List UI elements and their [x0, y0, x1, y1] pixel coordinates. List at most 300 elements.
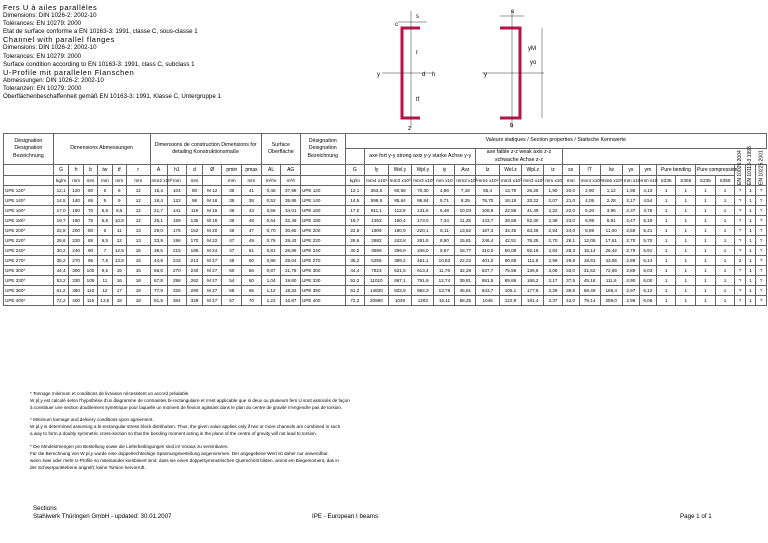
- table-cell: 0,52: [261, 196, 281, 206]
- table-cell: 28,58: [499, 216, 521, 226]
- table-cell: 1: [696, 276, 716, 286]
- table-cell: 15: [126, 246, 150, 256]
- table-cell: 50,08: [499, 246, 521, 256]
- table-cell: 11: [112, 226, 126, 236]
- table-cell: 1: [676, 256, 696, 266]
- table-cell: 11,25: [455, 216, 476, 226]
- table-cell: 8,89: [579, 226, 600, 236]
- table-cell: 19,91: [579, 256, 600, 266]
- table-cell: 1: [676, 266, 696, 276]
- table-cell: 105,1: [499, 286, 521, 296]
- table-cell: 18,32: [281, 286, 301, 296]
- table-cell: 1263: [412, 296, 434, 306]
- table-cell: ?: [756, 186, 767, 196]
- table-cell: 44,4: [53, 266, 69, 276]
- table-cell: 173,0: [412, 216, 434, 226]
- table-cell: 1: [696, 196, 716, 206]
- table-cell: 159: [167, 216, 187, 226]
- designation-cell: UPE 270: [301, 256, 345, 266]
- table-cell: 18: [126, 296, 150, 306]
- table-cell: 67,8: [150, 276, 167, 286]
- table-cell: 2,28: [600, 196, 622, 206]
- table-cell: 11,76: [434, 266, 455, 276]
- table-cell: 38: [242, 196, 262, 206]
- table-cell: 65: [242, 286, 262, 296]
- table-cell: 32,49: [281, 216, 301, 226]
- table-cell: 328: [187, 296, 203, 306]
- unit: S235: [656, 176, 676, 186]
- table-cell: 47: [222, 236, 242, 246]
- table-cell: 49: [242, 236, 262, 246]
- table-cell: 1909: [365, 226, 389, 236]
- table-cell: ?: [756, 266, 767, 276]
- table-cell: 4,54: [639, 196, 656, 206]
- table-cell: 6,06: [639, 296, 656, 306]
- designation-cell: UPE 120: [301, 186, 345, 196]
- table-cell: M 16: [202, 196, 222, 206]
- table-cell: 1: [676, 246, 696, 256]
- header-line: Toleranzen: EN 10279: 2000: [3, 84, 82, 92]
- norm-header: EN 10113-3:1993: [745, 165, 755, 186]
- table-cell: 1: [745, 236, 755, 246]
- table-cell: 50: [242, 256, 262, 266]
- table-cell: 5,5: [98, 216, 112, 226]
- table-cell: 243: [167, 256, 187, 266]
- table-cell: 178: [167, 226, 187, 236]
- table-cell: 5,71: [434, 196, 455, 206]
- pure-bending-header: Pure bending: [656, 165, 695, 176]
- unit: mm6 x10⁹: [600, 176, 622, 186]
- table-cell: 259,0: [600, 296, 622, 306]
- unit: mm x10: [639, 176, 656, 186]
- table-cell: 78,25: [522, 236, 544, 246]
- table-cell: 2,22: [544, 206, 562, 216]
- table-cell: ?: [756, 226, 767, 236]
- unit: mm: [126, 176, 150, 186]
- designation-cell: UPE 330: [301, 276, 345, 286]
- drawing-label-c: c: [395, 22, 398, 28]
- header-line: Abmessungen: DIN 1026-2: 2002-10: [3, 76, 104, 84]
- table-cell: 100: [83, 266, 97, 276]
- table-cell: 2,89: [622, 256, 639, 266]
- table-cell: 2,79: [622, 246, 639, 256]
- footer-title: IPE - European I beams: [312, 513, 379, 520]
- unit: mm: [167, 176, 187, 186]
- table-cell: 80: [83, 226, 97, 236]
- table-cell: 6,00: [639, 276, 656, 286]
- table-cell: 1: [656, 266, 676, 276]
- table-cell: 60: [242, 276, 262, 286]
- norm-header: EN 10025:2004: [735, 165, 745, 186]
- table-cell: 270: [69, 256, 83, 266]
- table-cell: 196: [167, 236, 187, 246]
- table-cell: 53,2: [53, 276, 69, 286]
- table-cell: 12: [126, 216, 150, 226]
- unit: mm3 x10³: [388, 176, 412, 186]
- table-cell: 12: [126, 206, 150, 216]
- table-cell: 2,54: [544, 226, 562, 236]
- table-cell: 1: [656, 196, 676, 206]
- table-cell: 2,90: [622, 276, 639, 286]
- table-cell: 1: [745, 296, 755, 306]
- header-line: Surface condition according to EN 10163-3: 1991, class C, subclass 1: [3, 60, 195, 68]
- table-cell: 25,04: [281, 256, 301, 266]
- table-cell: 1: [696, 296, 716, 306]
- unit: kg/m: [345, 176, 365, 186]
- table-cell: 2,70: [622, 236, 639, 246]
- designation-cell: UPE 220: [301, 236, 345, 246]
- table-cell: 6,48: [434, 206, 455, 216]
- table-cell: 12: [126, 186, 150, 196]
- table-cell: 35,95: [281, 196, 301, 206]
- table-cell: ?: [756, 236, 767, 246]
- table-cell: 243,8: [388, 236, 412, 246]
- designation-cell: UPE 270*: [4, 256, 54, 266]
- table-cell: ?: [735, 276, 745, 286]
- table-cell: 12: [126, 196, 150, 206]
- unit: kg/m: [53, 176, 69, 186]
- table-cell: 72,66: [600, 266, 622, 276]
- table-cell: 24,0: [562, 226, 579, 236]
- table-cell: 1: [745, 216, 755, 226]
- table-cell: M 27: [202, 296, 222, 306]
- table-cell: M 16: [202, 206, 222, 216]
- table-cell: 177,8: [522, 286, 544, 296]
- sym: tf: [112, 165, 126, 176]
- table-cell: 98: [187, 196, 203, 206]
- table-cell: 70,30: [412, 186, 434, 196]
- table-cell: 80: [187, 186, 203, 196]
- table-row: [4, 266, 767, 276]
- table-cell: 5255: [365, 256, 389, 266]
- table-cell: 220: [69, 236, 83, 246]
- table-cell: 61,2: [53, 286, 69, 296]
- table-cell: 22,0: [562, 206, 579, 216]
- designation-cell: UPE 200: [301, 226, 345, 236]
- table-cell: 12,5: [112, 246, 126, 256]
- table-cell: 113,9: [388, 206, 412, 216]
- table-cell: 30,65: [281, 226, 301, 236]
- table-cell: 8,25: [455, 196, 476, 206]
- table-cell: 2,39: [544, 216, 562, 226]
- table-cell: 1: [656, 216, 676, 226]
- table-cell: 1: [656, 286, 676, 296]
- table-cell: 111,8: [522, 256, 544, 266]
- table-cell: 1: [656, 256, 676, 266]
- drawing-label-r: r: [416, 50, 418, 56]
- table-cell: 1: [696, 226, 716, 236]
- sym: pmin: [222, 165, 242, 176]
- table-cell: M 27: [202, 266, 222, 276]
- table-cell: 3599: [365, 246, 389, 256]
- table-cell: 8,11: [434, 226, 455, 236]
- table-cell: ?: [735, 196, 745, 206]
- table-cell: 16,87: [281, 296, 301, 306]
- table-cell: 1: [745, 276, 755, 286]
- table-cell: M 12: [202, 186, 222, 196]
- table-cell: 29,0: [150, 226, 167, 236]
- table-cell: 13,79: [434, 286, 455, 296]
- table-cell: 400: [69, 296, 83, 306]
- table-cell: M 20: [202, 226, 222, 236]
- table-cell: 9,5: [112, 206, 126, 216]
- table-cell: 1: [676, 226, 696, 236]
- sym: Wel.y: [388, 165, 412, 176]
- table-cell: 45,18: [579, 276, 600, 286]
- table-cell: 599,5: [365, 196, 389, 206]
- table-cell: 15: [126, 266, 150, 276]
- sym: Iy: [365, 165, 389, 176]
- unit: mm2 x10²: [150, 176, 167, 186]
- table-cell: 26,1: [562, 236, 579, 246]
- table-cell: 170: [187, 236, 203, 246]
- table-cell: 42,51: [499, 236, 521, 246]
- table-cell: 15: [126, 256, 150, 266]
- table-cell: 116: [187, 206, 203, 216]
- table-cell: 521,5: [388, 266, 412, 276]
- footer-page-number: Page 1 of 1: [680, 513, 712, 520]
- table-cell: 22,58: [499, 206, 521, 216]
- designation-cell: UPE 180*: [4, 216, 54, 226]
- table-cell: 35,2: [345, 256, 365, 266]
- table-cell: 1: [715, 246, 735, 256]
- table-cell: 843,7: [476, 286, 500, 296]
- table-cell: 122,9: [499, 296, 521, 306]
- header-line: Dimensions: DIN 1026-2: 2002-10: [3, 44, 97, 52]
- table-cell: 50: [222, 266, 242, 276]
- table-cell: 1: [696, 246, 716, 256]
- table-cell: 389,2: [388, 256, 412, 266]
- drawing-label-e: e: [511, 9, 515, 15]
- header-line: U-Profile mit parallelen Flanschen: [3, 67, 135, 77]
- table-cell: 7,5: [98, 256, 112, 266]
- table-cell: 281,5: [412, 236, 434, 246]
- table-cell: 4,76: [639, 206, 656, 216]
- table-row: [4, 216, 767, 226]
- table-cell: 78,70: [476, 196, 500, 206]
- table-cell: 1: [656, 276, 676, 286]
- table-cell: 1: [656, 186, 676, 196]
- table-cell: 7,18: [455, 186, 476, 196]
- table-cell: M 22: [202, 236, 222, 246]
- table-cell: M 27: [202, 286, 222, 296]
- table-cell: 364: [167, 296, 187, 306]
- table-cell: 3,08: [544, 266, 562, 276]
- table-cell: 60: [83, 186, 97, 196]
- table-cell: 28,43: [281, 236, 301, 246]
- table-cell: 39,81: [455, 276, 476, 286]
- table-cell: 1: [676, 206, 696, 216]
- table-cell: 1,04: [261, 276, 281, 286]
- table-cell: 14830: [365, 286, 389, 296]
- table-row: [4, 286, 767, 296]
- table-cell: ?: [735, 226, 745, 236]
- table-cell: 330: [69, 276, 83, 286]
- table-cell: 0,88: [261, 256, 281, 266]
- table-cell: 1353: [365, 216, 389, 226]
- table-cell: 25,26: [522, 186, 544, 196]
- table-cell: 823,8: [388, 286, 412, 296]
- designation-cell: UPE 160*: [4, 206, 54, 216]
- designation-cell: UPE 330*: [4, 276, 54, 286]
- table-cell: 2,89: [622, 266, 639, 276]
- table-cell: 18,19: [499, 196, 521, 206]
- table-cell: 166,4: [600, 286, 622, 296]
- table-cell: ?: [756, 216, 767, 226]
- table-cell: 115: [83, 296, 97, 306]
- designation-cell: UPE 240*: [4, 246, 54, 256]
- table-cell: 262: [187, 276, 203, 286]
- table-cell: 37,98: [281, 186, 301, 196]
- table-cell: 5: [98, 196, 112, 206]
- table-cell: 38,5: [150, 246, 167, 256]
- table-cell: 47: [222, 246, 242, 256]
- table-cell: 19,60: [281, 276, 301, 286]
- table-cell: 22,8: [53, 226, 69, 236]
- sym: Wpl.z: [522, 165, 544, 176]
- table-cell: ?: [756, 246, 767, 256]
- table-cell: 140: [69, 196, 83, 206]
- table-cell: 22,8: [345, 226, 365, 236]
- sym: ys: [622, 165, 639, 176]
- table-cell: 15,4: [150, 186, 167, 196]
- unit: m²/m: [261, 176, 281, 186]
- table-cell: M 27: [202, 276, 222, 286]
- table-cell: 85,64: [388, 196, 412, 206]
- table-cell: 90: [83, 246, 97, 256]
- table-cell: 43: [242, 206, 262, 216]
- table-cell: 613,4: [412, 266, 434, 276]
- table-cell: 21,0: [562, 196, 579, 206]
- table-cell: 299,9: [388, 246, 412, 256]
- table-cell: 23,0: [562, 216, 579, 226]
- table-cell: 36: [222, 206, 242, 216]
- table-cell: 110: [83, 286, 97, 296]
- table-cell: 6,81: [600, 216, 622, 226]
- table-cell: 15,81: [455, 236, 476, 246]
- table-cell: 1: [696, 206, 716, 216]
- drawing-label-y2: y: [484, 72, 487, 78]
- table-cell: 2,07: [544, 196, 562, 206]
- table-row: [4, 186, 767, 196]
- table-cell: 2,56: [622, 226, 639, 236]
- table-cell: 51: [242, 246, 262, 256]
- table-cell: 1: [715, 266, 735, 276]
- table-cell: 17,0: [53, 206, 69, 216]
- table-cell: 44,4: [345, 266, 365, 276]
- table-cell: 6,99: [579, 216, 600, 226]
- table-cell: ?: [735, 266, 745, 276]
- unit: mm: [112, 176, 126, 186]
- table-cell: 30,2: [53, 246, 69, 256]
- table-cell: 33,0: [562, 266, 579, 276]
- table-cell: 17,0: [345, 206, 365, 216]
- table-cell: 15,11: [434, 296, 455, 306]
- unit: [202, 176, 222, 186]
- table-cell: 5,20: [579, 206, 600, 216]
- table-cell: 41,49: [522, 206, 544, 216]
- table-cell: 6,12: [639, 286, 656, 296]
- table-cell: 26,6: [345, 236, 365, 246]
- table-cell: 1: [696, 286, 716, 296]
- table-cell: 45,81: [455, 286, 476, 296]
- table-cell: 29,8: [562, 256, 579, 266]
- table-cell: 2,47: [622, 216, 639, 226]
- table-cell: 13: [126, 226, 150, 236]
- table-cell: 35,2: [53, 256, 69, 266]
- table-cell: 89,66: [499, 276, 521, 286]
- table-cell: 200: [69, 226, 83, 236]
- unit: mm3 x10³: [499, 176, 521, 186]
- table-cell: 1: [745, 256, 755, 266]
- table-cell: 1,22: [261, 296, 281, 306]
- table-cell: 35: [222, 186, 242, 196]
- table-cell: 1: [715, 216, 735, 226]
- table-cell: 77,9: [150, 286, 167, 296]
- table-cell: 135: [187, 216, 203, 226]
- unit: mm: [562, 176, 579, 186]
- footer-sections-link[interactable]: Sections: [33, 505, 57, 512]
- table-cell: 290: [187, 286, 203, 296]
- section-properties-table: [3, 133, 767, 306]
- table-cell: 36: [222, 216, 242, 226]
- table-cell: 53,2: [345, 276, 365, 286]
- table-cell: 1: [656, 246, 676, 256]
- sym: b: [83, 165, 97, 176]
- sym: h: [69, 165, 83, 176]
- table-cell: 19,7: [53, 216, 69, 226]
- unit: mm3 x10³: [522, 176, 544, 186]
- col-group-dimensions: Dimensions Abmessungen: [53, 134, 150, 165]
- table-cell: 111,6: [600, 276, 622, 286]
- table-cell: 2,70: [544, 236, 562, 246]
- designation-cell: UPE 240: [301, 246, 345, 256]
- table-cell: 1: [676, 286, 696, 296]
- table-cell: 12,1: [345, 186, 365, 196]
- footer-company: Stahlwerk Thüringen GmbH - updated: 30.01.2007: [33, 513, 172, 520]
- sym: Wpl.y: [412, 165, 434, 176]
- designation-cell: UPE 400*: [4, 296, 54, 306]
- table-cell: 1,90: [544, 186, 562, 196]
- table-cell: 1: [676, 236, 696, 246]
- table-cell: 1: [745, 246, 755, 256]
- table-cell: 70: [242, 296, 262, 306]
- table-cell: 180: [69, 216, 83, 226]
- sym: A: [150, 165, 167, 176]
- table-cell: 270: [167, 266, 187, 276]
- table-cell: 1: [676, 276, 696, 286]
- footer-left: [33, 505, 172, 521]
- table-cell: 26,42: [600, 246, 622, 256]
- table-cell: 12,05: [579, 236, 600, 246]
- table-cell: 18: [126, 286, 150, 296]
- table-cell: 1: [715, 256, 735, 266]
- table-cell: 55: [222, 286, 242, 296]
- designation-cell: UPE 180: [301, 216, 345, 226]
- table-cell: 1: [745, 206, 755, 216]
- table-cell: 5,91: [639, 246, 656, 256]
- col-group-designation: Désignation Designation Bezeichnung: [4, 134, 54, 165]
- table-cell: 12: [98, 286, 112, 296]
- table-cell: 131,6: [412, 206, 434, 216]
- table-row: [4, 226, 767, 236]
- table-cell: 55,4: [476, 186, 500, 196]
- designation-cell: UPE 360*: [4, 286, 54, 296]
- table-cell: 1: [745, 186, 755, 196]
- table-cell: ?: [735, 186, 745, 196]
- unit: m²/t: [281, 176, 301, 186]
- designation-cell: UPE 120*: [4, 186, 54, 196]
